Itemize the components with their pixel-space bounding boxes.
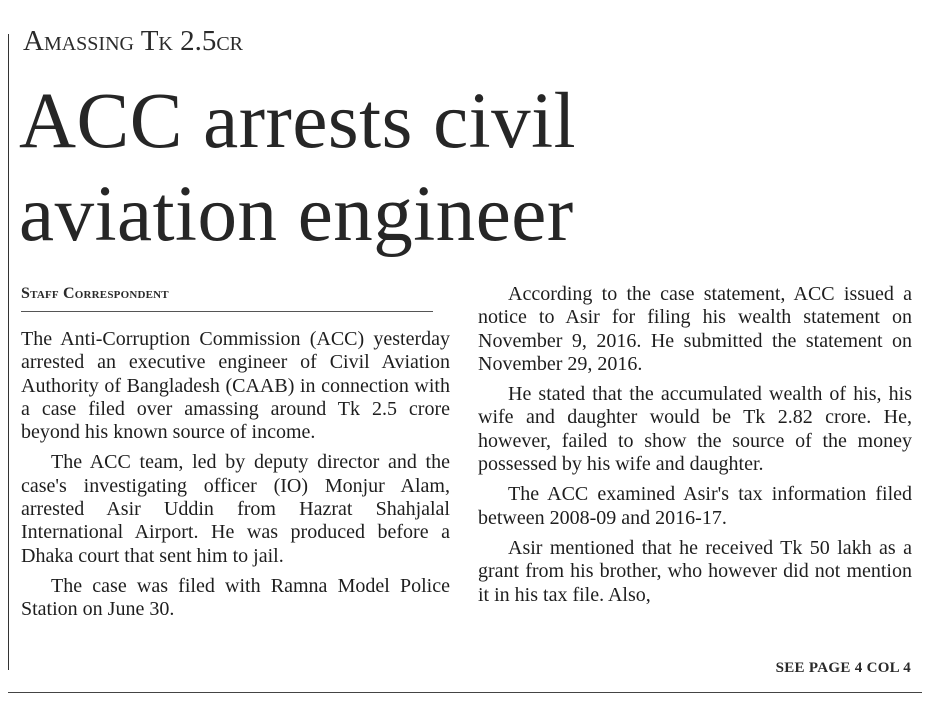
paragraph: The ACC team, led by deputy director and the case's investigating officer (IO) Monjur Alam, arrested Asir Uddin from Hazrat Shahjalal International Airport. He was produced before a Dhaka court that sent him to jail. <box>21 451 450 567</box>
article-column-right <box>478 283 912 614</box>
continued-on-page-link: SEE PAGE 4 COL 4 <box>775 660 911 676</box>
paragraph: The ACC examined Asir's tax information filed between 2008-09 and 2016-17. <box>478 483 912 529</box>
headline-line-2: aviation engineer <box>19 171 574 258</box>
byline-rule <box>21 311 433 312</box>
headline-line-1: ACC arrests civil <box>19 78 577 165</box>
byline: Staff Correspondent <box>21 285 169 302</box>
left-column-rule <box>8 34 9 670</box>
paragraph: The Anti-Corruption Commission (ACC) yesterday arrested an executive engineer of Civil Aviation Authority of Bangladesh (CAAB) in connection with a case filed over amassing around Tk 2.5 crore beyond his known source of income. <box>21 328 450 444</box>
kicker: Amassing Tk 2.5cr <box>23 25 244 57</box>
article-column-left <box>21 283 450 629</box>
headline <box>19 75 576 261</box>
paragraph: The case was filed with Ramna Model Police Station on June 30. <box>21 574 450 621</box>
bottom-rule <box>8 692 922 693</box>
paragraph: Asir mentioned that he received Tk 50 lakh as a grant from his brother, who however did not mention it in his tax file. Also, <box>478 536 912 606</box>
paragraph: He stated that the accumulated wealth of his, his wife and daughter would be Tk 2.82 crore. He, however, failed to show the source of the money possessed by his wife and daughter. <box>478 383 912 476</box>
paragraph: According to the case statement, ACC issued a notice to Asir for filing his wealth statement on November 9, 2016. He submitted the statement on November 29, 2016. <box>478 283 912 375</box>
